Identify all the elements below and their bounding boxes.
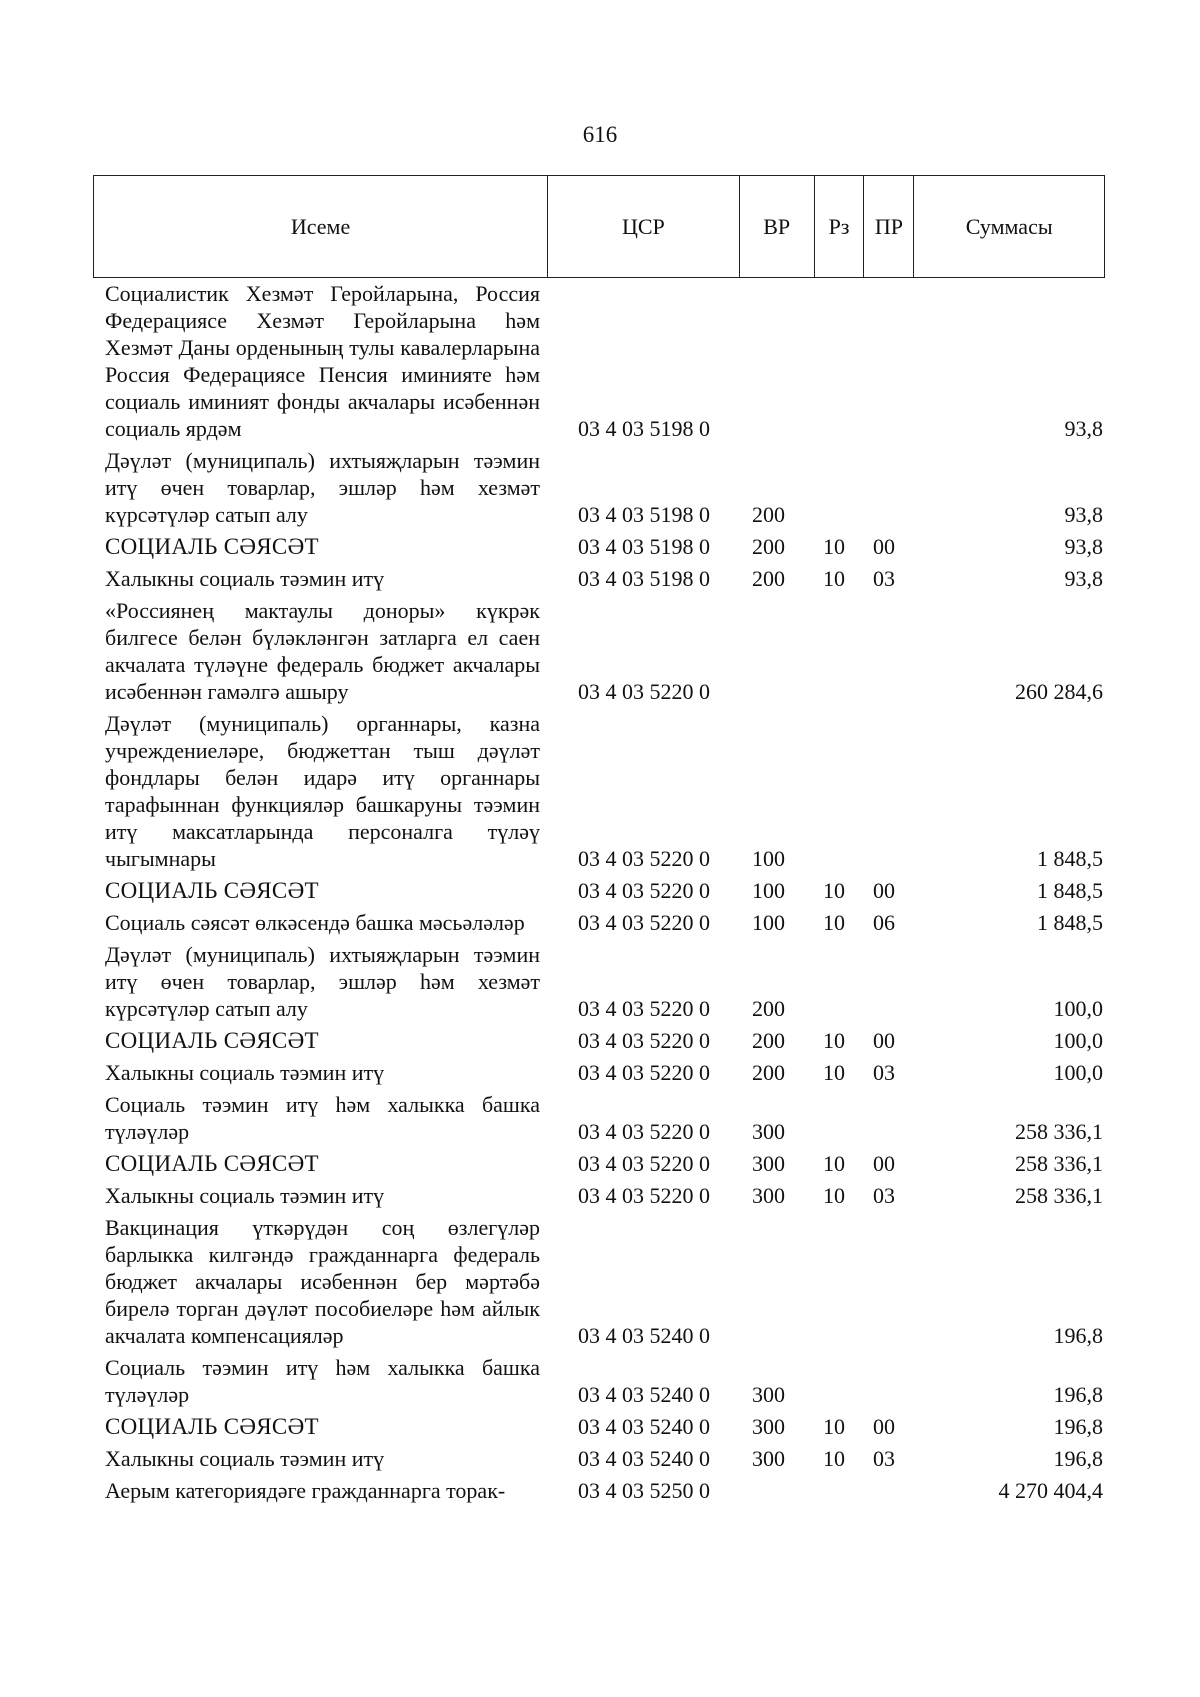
header-vr: ВР: [740, 176, 815, 277]
row-csr: 03 4 03 5250 0: [578, 1478, 710, 1503]
row-name: Социалистик Хезмәт Геройларына, Россия Федерациясе Хезмәт Геройларына һәм Хезмәт Даны орденының тулы кавалерларына Россия Федерациясе Пенсия иминияте һәм социаль иминият фонды акчалары исәбеннән социаль ярдәм: [105, 281, 540, 441]
row-csr: 03 4 03 5220 0: [578, 1119, 710, 1144]
table-row: [93, 1150, 1105, 1177]
row-name: СОЦИАЛЬ СӘЯСӘТ: [105, 1151, 319, 1176]
row-name: СОЦИАЛЬ СӘЯСӘТ: [105, 1028, 319, 1053]
row-name: Халыкны социаль тәэмин итү: [105, 1446, 385, 1471]
row-pr: 03: [873, 1060, 895, 1085]
row-rz: 10: [823, 878, 845, 903]
row-name: СОЦИАЛЬ СӘЯСӘТ: [105, 878, 319, 903]
row-rz: 10: [823, 910, 845, 935]
row-sum: 196,8: [1053, 1446, 1103, 1471]
row-sum: 93,8: [1064, 534, 1103, 559]
table-row: [93, 877, 1105, 904]
row-vr: 200: [752, 534, 785, 559]
row-csr: 03 4 03 5220 0: [578, 1183, 710, 1208]
row-name: Дәүләт (муниципаль) органнары, казна учреждениеләре, бюджеттан тыш дәүләт фондлары белән идарә итү органнары тарафыннан функцияләр башкаруны тәэмин итү максатларында персоналга түләү чыгымнары: [105, 711, 540, 871]
row-sum: 1 848,5: [1037, 910, 1103, 935]
table-header: [93, 175, 1105, 278]
row-name: Халыкны социаль тәэмин итү: [105, 1060, 385, 1085]
row-csr: 03 4 03 5198 0: [578, 534, 710, 559]
row-csr: 03 4 03 5198 0: [578, 416, 710, 441]
budget-table: [93, 175, 1105, 1509]
table-row: [93, 533, 1105, 560]
table-row: [93, 1214, 1105, 1349]
table-body: [93, 278, 1105, 1504]
row-csr: 03 4 03 5220 0: [578, 878, 710, 903]
row-csr: 03 4 03 5240 0: [578, 1382, 710, 1407]
table-row: [93, 1027, 1105, 1054]
header-sum: Суммасы: [965, 213, 1053, 239]
page-number: 616: [582, 122, 618, 147]
row-rz: 10: [823, 1446, 845, 1471]
header-csr: ЦСР: [548, 176, 740, 277]
row-name: «Россиянең мактаулы доноры» күкрәк билгесе белән бүләкләнгән затларга ел саен акчалата түләүне федераль бюджет акчалары исәбеннән гамәлгә ашыру: [105, 598, 540, 704]
row-pr: 00: [873, 1414, 895, 1439]
header-pr: ПР: [864, 176, 914, 277]
table-row: [93, 280, 1105, 442]
table-row: [93, 565, 1105, 592]
row-pr: 06: [873, 910, 895, 935]
row-vr: 100: [752, 910, 785, 935]
row-vr: 200: [752, 502, 785, 527]
row-rz: 10: [823, 1151, 845, 1176]
row-csr: 03 4 03 5220 0: [578, 910, 710, 935]
row-vr: 300: [752, 1414, 785, 1439]
row-name: Вакцинация үткәрүдән соң өзлегүләр барлыкка килгәндә гражданнарга федераль бюджет акчалары исәбеннән бер мәртәбә бирелә торган дәүләт пособиеләре һәм айлык акчалата компенсацияләр: [105, 1215, 540, 1348]
table-row: [93, 1182, 1105, 1209]
row-name: Дәүләт (муниципаль) ихтыяҗларын тәэмин итү өчен товарлар, эшләр һәм хезмәт күрсәтүләр сатып алу: [105, 942, 540, 1021]
row-sum: 100,0: [1053, 1028, 1103, 1053]
row-name: Аерым категориядәге гражданнарга торак-: [105, 1478, 506, 1503]
row-vr: 200: [752, 566, 785, 591]
table-row: [93, 1413, 1105, 1440]
row-sum: 260 284,6: [1015, 679, 1103, 704]
row-vr: 100: [752, 878, 785, 903]
row-name: СОЦИАЛЬ СӘЯСӘТ: [105, 534, 319, 559]
row-pr: 03: [873, 566, 895, 591]
row-vr: 100: [752, 846, 785, 871]
row-sum: 196,8: [1053, 1323, 1103, 1348]
row-csr: 03 4 03 5198 0: [578, 502, 710, 527]
row-sum: 1 848,5: [1037, 878, 1103, 903]
row-sum: 100,0: [1053, 996, 1103, 1021]
row-csr: 03 4 03 5220 0: [578, 1060, 710, 1085]
row-vr: 200: [752, 996, 785, 1021]
row-sum: 100,0: [1053, 1060, 1103, 1085]
row-csr: 03 4 03 5240 0: [578, 1446, 710, 1471]
row-vr: 200: [752, 1060, 785, 1085]
table-row: [93, 1477, 1105, 1504]
table-row: [93, 1091, 1105, 1145]
table-row: [93, 1059, 1105, 1086]
row-sum: 1 848,5: [1037, 846, 1103, 871]
row-sum: 93,8: [1064, 566, 1103, 591]
table-row: [93, 710, 1105, 872]
row-vr: 300: [752, 1119, 785, 1144]
row-sum: 196,8: [1053, 1414, 1103, 1439]
row-csr: 03 4 03 5240 0: [578, 1323, 710, 1348]
row-sum: 4 270 404,4: [998, 1478, 1103, 1503]
table-row: [93, 447, 1105, 528]
row-csr: 03 4 03 5220 0: [578, 1028, 710, 1053]
row-pr: 00: [873, 878, 895, 903]
row-pr: 03: [873, 1183, 895, 1208]
row-vr: 300: [752, 1151, 785, 1176]
table-row: [93, 909, 1105, 936]
row-rz: 10: [823, 1183, 845, 1208]
header-rz: Рз: [815, 176, 865, 277]
row-sum: 258 336,1: [1015, 1183, 1103, 1208]
row-csr: 03 4 03 5220 0: [578, 996, 710, 1021]
row-rz: 10: [823, 534, 845, 559]
row-vr: 300: [752, 1382, 785, 1407]
row-csr: 03 4 03 5220 0: [578, 1151, 710, 1176]
header-name: Исеме: [94, 176, 548, 277]
row-csr: 03 4 03 5240 0: [578, 1414, 710, 1439]
table-row: [93, 1354, 1105, 1408]
row-csr: 03 4 03 5220 0: [578, 679, 710, 704]
row-name: Халыкны социаль тәэмин итү: [105, 1183, 385, 1208]
row-pr: 00: [873, 1151, 895, 1176]
row-sum: 258 336,1: [1015, 1119, 1103, 1144]
row-name: Социаль тәэмин итү һәм халыкка башка түләүләр: [105, 1092, 540, 1144]
table-row: [93, 597, 1105, 705]
row-vr: 200: [752, 1028, 785, 1053]
row-sum: 93,8: [1064, 416, 1103, 441]
table-row: [93, 1445, 1105, 1472]
row-rz: 10: [823, 1414, 845, 1439]
row-pr: 00: [873, 1028, 895, 1053]
row-name: Халыкны социаль тәэмин итү: [105, 566, 385, 591]
row-vr: 300: [752, 1183, 785, 1208]
row-name: Социаль тәэмин итү һәм халыкка башка түләүләр: [105, 1355, 540, 1407]
row-pr: 00: [873, 534, 895, 559]
row-name: СОЦИАЛЬ СӘЯСӘТ: [105, 1414, 319, 1439]
row-csr: 03 4 03 5198 0: [578, 566, 710, 591]
row-pr: 03: [873, 1446, 895, 1471]
row-name: Социаль сәясәт өлкәсендә башка мәсьәләләр: [105, 910, 525, 935]
row-csr: 03 4 03 5220 0: [578, 846, 710, 871]
row-rz: 10: [823, 1060, 845, 1085]
row-name: Дәүләт (муниципаль) ихтыяҗларын тәэмин итү өчен товарлар, эшләр һәм хезмәт күрсәтүләр сатып алу: [105, 448, 540, 527]
row-sum: 258 336,1: [1015, 1151, 1103, 1176]
row-rz: 10: [823, 1028, 845, 1053]
table-row: [93, 941, 1105, 1022]
row-sum: 196,8: [1053, 1382, 1103, 1407]
row-sum: 93,8: [1064, 502, 1103, 527]
row-vr: 300: [752, 1446, 785, 1471]
row-rz: 10: [823, 566, 845, 591]
